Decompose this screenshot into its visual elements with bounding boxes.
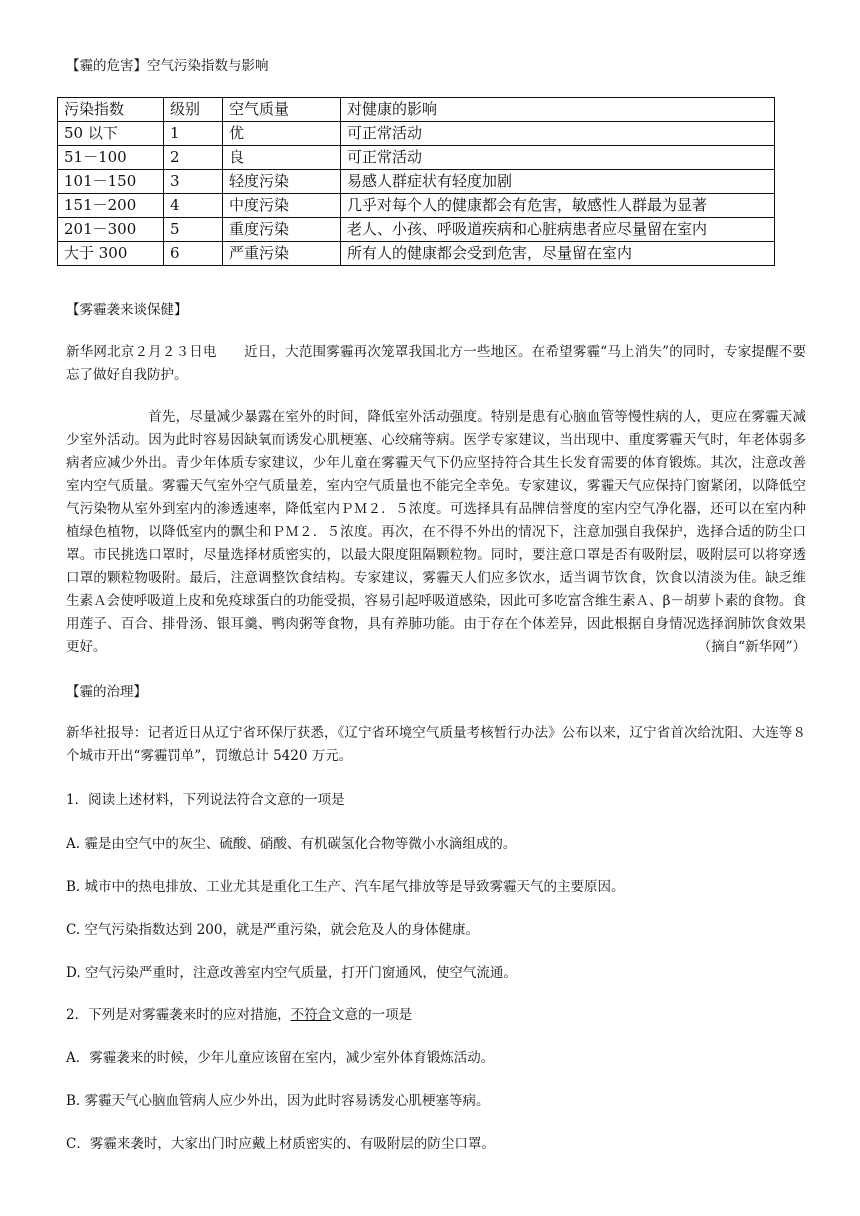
table-cell: 51－100: [58, 146, 164, 170]
table-row: [58, 242, 775, 266]
table-cell: 6: [164, 242, 223, 266]
table-cell: 重度污染: [223, 218, 341, 242]
header-cell: 污染指数: [58, 98, 164, 122]
underlined-keyword: 不符合: [290, 1007, 332, 1023]
table-cell: 5: [164, 218, 223, 242]
table-cell: 101－150: [58, 170, 164, 194]
govern-paragraph: 新华社报导：记者近日从辽宁省环保厅获悉，《辽宁省环境空气质量考核暂行办法》公布以来，辽宁省首次给沈阳、大连等８个城市开出“雾霾罚单”，罚缴总计 5420 万元。: [66, 725, 806, 764]
q2-option-b: B. 雾霾天气心脑血管病人应少外出，因为此时容易诱发心肌梗塞等病。: [66, 1093, 490, 1109]
govern-heading: 【霾的治理】: [66, 684, 147, 700]
table-cell: 中度污染: [223, 194, 341, 218]
table-cell: 可正常活动: [341, 146, 775, 170]
table-row: [58, 194, 775, 218]
table-row: [58, 218, 775, 242]
header-cell: 空气质量: [223, 98, 341, 122]
news-paragraph: 新华网北京２月２３日电 近日，大范围雾霾再次笼罩我国北方一些地区。在希望雾霾“马上消失”的同时，专家提醒不要忘了做好自我防护。: [66, 344, 806, 383]
table-cell: 几乎对每个人的健康都会有危害，敏感性人群最为显著: [341, 194, 775, 218]
header-cell: 对健康的影响: [341, 98, 775, 122]
question-1-stem: 1．阅读上述材料，下列说法符合文意的一项是: [66, 792, 345, 808]
table-row: [58, 146, 775, 170]
table-cell: 易感人群症状有轻度加剧: [341, 170, 775, 194]
table-cell: 3: [164, 170, 223, 194]
main-paragraph: [66, 406, 806, 659]
table-cell: 所有人的健康都会受到危害，尽量留在室内: [341, 242, 775, 266]
table-cell: 大于 300: [58, 242, 164, 266]
q1-option-b: B. 城市中的热电排放、工业尤其是重化工生产、汽车尾气排放等是导致雾霾天气的主要原因。: [66, 879, 625, 895]
source-note: （摘自“新华网”）: [697, 639, 806, 655]
table-cell: 201－300: [58, 218, 164, 242]
harm-heading: 【霾的危害】空气污染指数与影响: [66, 58, 269, 74]
table-cell: 可正常活动: [341, 122, 775, 146]
health-heading: 【雾霾袭来谈保健】: [66, 302, 188, 318]
table-cell: 轻度污染: [223, 170, 341, 194]
table-cell: 严重污染: [223, 242, 341, 266]
table-cell: 优: [223, 122, 341, 146]
pollution-index-table: [57, 97, 775, 266]
q1-option-d: D. 空气污染严重时，注意改善室内空气质量，打开门窗通风，使空气流通。: [66, 965, 517, 981]
q2-option-a: A．雾霾袭来的时候，少年儿童应该留在室内，减少室外体育锻炼活动。: [66, 1050, 495, 1066]
table-cell: 良: [223, 146, 341, 170]
table-cell: 4: [164, 194, 223, 218]
q1-option-a: A. 霾是由空气中的灰尘、硫酸、硝酸、有机碳氢化合物等微小水滴组成的。: [66, 836, 517, 852]
table-cell: 151－200: [58, 194, 164, 218]
table-cell: 2: [164, 146, 223, 170]
question-2-stem: 2．下列是对雾霾袭来时的应对措施，不符合文意的一项是: [66, 1007, 413, 1023]
table-cell: 1: [164, 122, 223, 146]
main-paragraph-text: 首先，尽量减少暴露在室外的时间，降低室外活动强度。特别是患有心脑血管等慢性病的人，更应在雾霾天减少室外活动。因为此时容易因缺氧而诱发心肌梗塞、心绞痛等病。医学专家建议，当出现中、重度雾霾天气时，年老体弱多病者应减少外出。青少年体质专家建议，少年儿童在雾霾天气下仍应坚持符合其生长发育需要的体育锻炼。其次，注意改善室内空气质量。雾霾天气室外空气质量差，室内空气质量也不能完全幸免。专家建议，雾霾天气应保持门窗紧闭，以降低空气污染物从室外到室内的渗透速率，降低室内ＰＭ２．５浓度。可选择具有品牌信誉度的室内空气净化器，还可以在室内种植绿色植物，以降低室内的飘尘和ＰＭ２．５浓度。再次，在不得不外出的情况下，注意加强自我保护，选择合适的防尘口罩。市民挑选口罩时，尽量选择材质密实的，以最大限度阻隔颗粒物。同时，要注意口罩是否有吸附层，吸附层可以将穿透口罩的颗粒物吸附。最后，注意调整饮食结构。专家建议，雾霾天人们应多饮水，适当调节饮食，饮食以清淡为佳。缺乏维生素Ａ会使呼吸道上皮和免疫球蛋白的功能受损，容易引起呼吸道感染，因此可多吃富含维生素Ａ、β－胡萝卜素的食物。食用莲子、百合、排骨汤、银耳羹、鸭肉粥等食物，具有养肺功能。由于存在个体差异，因此根据自身情况选择润肺饮食效果更好。: [66, 409, 806, 655]
table-cell: 老人、小孩、呼吸道疾病和心脏病患者应尽量留在室内: [341, 218, 775, 242]
table-cell: 50 以下: [58, 122, 164, 146]
header-cell: 级别: [164, 98, 223, 122]
table-row: [58, 170, 775, 194]
q2-option-c: C．雾霾来袭时，大家出门时应戴上材质密实的、有吸附层的防尘口罩。: [66, 1136, 495, 1152]
q1-option-c: C. 空气污染指数达到 200，就是严重污染，就会危及人的身体健康。: [66, 922, 479, 938]
table-header-row: [58, 98, 775, 122]
table-row: [58, 122, 775, 146]
